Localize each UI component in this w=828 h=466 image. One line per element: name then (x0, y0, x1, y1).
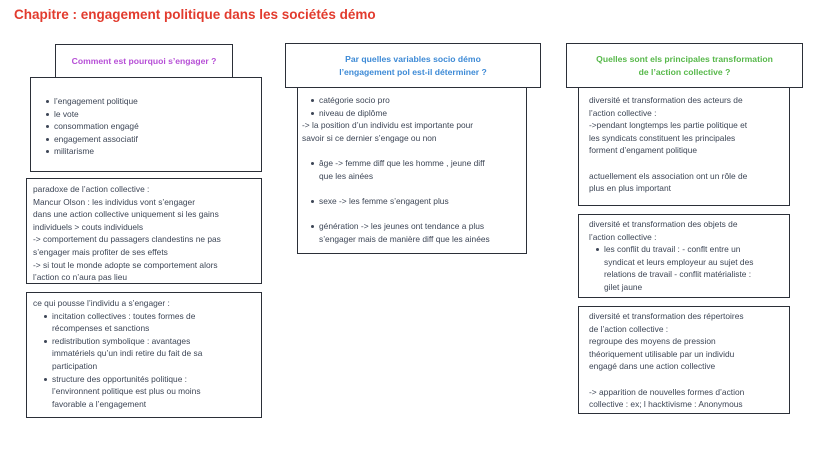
motivation-intro: ce qui pousse l’individu a s’engager : (33, 298, 170, 308)
paradox-line: paradoxe de l’action collective : (33, 184, 150, 194)
actors-line: forment d’engament politique (589, 145, 698, 156)
list-item: catégorie socio pro (310, 94, 522, 107)
variables-age-list (310, 157, 522, 182)
list-item: l’engagement politique (45, 95, 255, 108)
list-item: âge -> femme diff que les homme , jeune diff que les ainées (310, 157, 522, 182)
variables-generation-list (310, 220, 522, 245)
actors-line: les syndicats constituent les principales (589, 132, 736, 143)
list-item: niveau de diplôme (310, 107, 522, 120)
list-item: structure des opportunités politique : l’environnent politique est plus ou moins favorable a l’engagement (43, 373, 256, 411)
objects-line: diversité et transformation des objets de (589, 219, 738, 229)
heading-box-variables (285, 43, 541, 88)
list-item: consommation engagé (45, 120, 255, 133)
variables-top-list (310, 94, 522, 119)
heading-variables-line1: Par quelles variables socio démo (345, 53, 481, 64)
repertoires-line: de l’action collective : (589, 323, 669, 334)
actors-line: diversité et transformation des acteurs de (589, 95, 743, 105)
objects-list (595, 243, 785, 293)
heading-box-transformations (566, 43, 803, 88)
actors-line: ->pendant longtemps les partie politique et (589, 120, 748, 131)
paradox-line: individuels > couts individuels (33, 221, 144, 232)
list-item: incitation collectives : toutes formes de récompenses et sanctions (43, 310, 256, 335)
paradox-line: l’action co n’aura pas lieu (33, 272, 128, 283)
motivation-box (26, 292, 262, 418)
forms-list (45, 95, 255, 158)
actors-line: l’action collective : (589, 107, 657, 118)
list-item: sexe -> les femme s’engagent plus (310, 195, 522, 208)
list-item: les conflit du travail : - conflt entre un syndicat et leurs employeur au sujet des relations de travail - conflit matérialiste : gilet jaune (595, 243, 785, 293)
objects-box (578, 214, 790, 298)
position-line: -> la position d’un individu est importante pour (302, 120, 474, 131)
repertoires-line: théoriquement utilisable par un individu (589, 348, 735, 359)
repertoires-line: diversité et transformation des répertoires (589, 311, 744, 321)
list-item: militarisme (45, 145, 255, 158)
motivation-list (43, 310, 256, 411)
paradox-line: dans une action collective uniquement si les gains (33, 209, 219, 220)
heading-transformations-line1: Quelles sont els principales transformation (596, 53, 773, 64)
paradox-box (26, 178, 262, 284)
repertoires-line: collective : ex; l hacktivisme : Anonymous (589, 399, 743, 410)
repertoires-line: regroupe des moyens de pression (589, 336, 716, 347)
objects-line: l’action collective : (589, 231, 657, 242)
repertoires-box (578, 306, 790, 414)
variables-box (297, 87, 527, 254)
heading-engagement: Comment est pourquoi s’engager ? (71, 55, 217, 66)
list-item: engagement associatif (45, 133, 255, 146)
actors-line: plus en plus important (589, 183, 671, 194)
list-item: le vote (45, 108, 255, 121)
paradox-line: -> comportement du passagers clandestins ne pas (33, 234, 221, 245)
heading-transformations-line2: de l’action collective ? (638, 66, 731, 77)
list-item: redistribution symbolique : avantages immatériels qu’un indi retire du fait de sa participation (43, 335, 256, 373)
heading-box-engagement (55, 44, 233, 78)
page-title: Chapitre : engagement politique dans les sociétés démo (14, 7, 376, 22)
paradox-line: Mancur Olson : les individus vont s’engager (33, 196, 195, 207)
paradox-line: s’engager mais profiter de ses effets (33, 246, 168, 257)
paradox-line: -> si tout le monde adopte se comportement alors (33, 259, 218, 270)
actors-line: actuellement els association ont un rôle de (589, 170, 748, 181)
heading-variables-line2: l’engagement pol est-il déterminer ? (339, 66, 487, 77)
actors-box (578, 87, 790, 206)
position-line: savoir si ce dernier s’engage ou non (302, 132, 437, 143)
list-item: génération -> les jeunes ont tendance a plus s’engager mais de manière diff que les ainées (310, 220, 522, 245)
repertoires-line: -> apparition de nouvelles formes d’action (589, 386, 745, 397)
variables-sexe-list (310, 195, 522, 208)
forms-box (30, 77, 262, 172)
repertoires-line: engagé dans une action collective (589, 361, 716, 372)
